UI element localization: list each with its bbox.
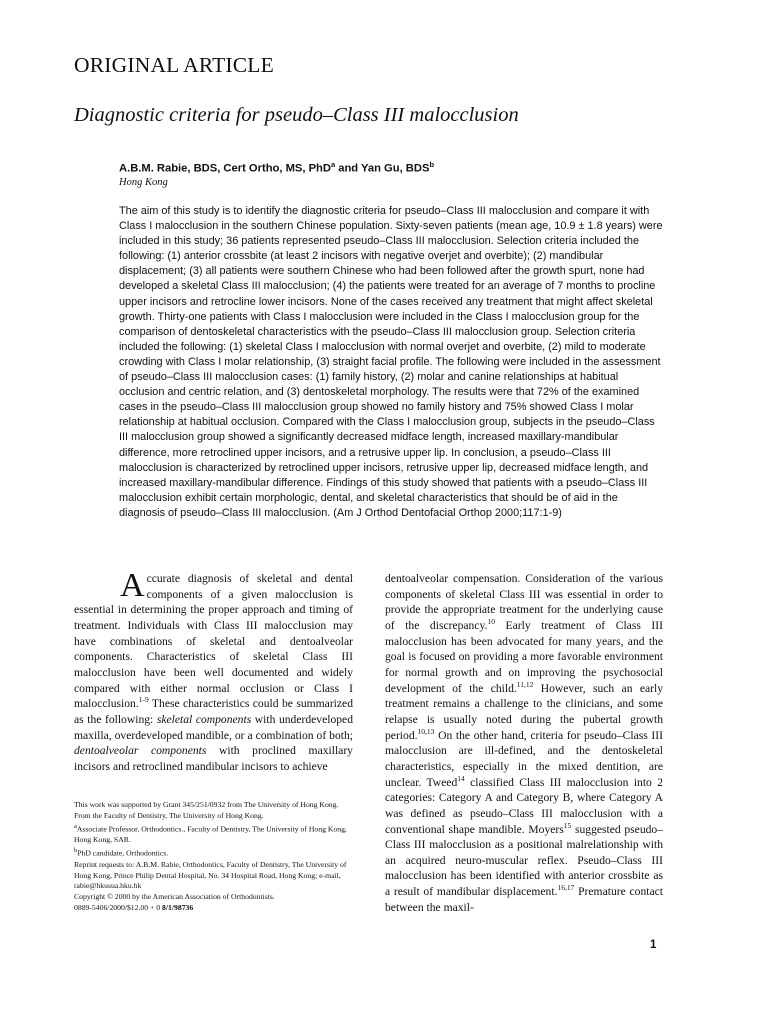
footnote-support: This work was supported by Grant 345/251/0932 from The University of Hong Kong. [74,800,339,809]
citation-ref: 10,13 [417,726,435,736]
author-line [119,160,434,175]
body-column-left [74,567,353,775]
citation-ref: 10 [487,617,495,627]
body-text: with underdeveloped maxilla, overdeveloped mandible, or a combination of both; [74,712,353,742]
citation-ref: 1-9 [138,695,149,705]
body-paragraph [74,567,353,775]
body-text: classified Class III malocclusion into 2 categories: Category A and Category B, where Category A was defined as pseudo–Class III malocclusion with a conventional shape mandible. Moyers [385,775,663,836]
citation-ref: 16,17 [557,883,575,893]
article-title: Diagnostic criteria for pseudo–Class III malocclusion [74,104,519,126]
affiliation: Hong Kong [119,177,168,188]
footnote-a [74,822,353,846]
abstract-text: The aim of this study is to identify the diagnostic criteria for pseudo–Class III malocclusion and compare it with Class I malocclusion in the southern Chinese population. Sixty-seven patients (mean age, 10.9 ± 1.8 years) were included in this study; 36 patients represented pseudo–Class III malocclusion. Selection criteria included the following: (1) anterior crossbite (at least 2 incisors with negative overjet and overbite); (2) mandibular displacement; (3) all patients were southern Chinese who had been followed after the growth spurt, none had developed a skeletal Class III malocclusion; (4) the patients were treated for an average of 7 months to procline upper incisors and retrocline lower incisors. None of the cases received any treatment that might affect skeletal growth. Thirty-one patients with Class I malocclusion were included in the Class I malocclusion group for the comparison of dentoskeletal characteristics with the pseudo–Class III malocclusion group. Selection criteria included the following: (1) skeletal Class I malocclusion with normal overjet and overbite, (2) mild to moderate crowding with Class I molar relationship, (3) straight facial profile. The following were included in the assessment of pseudo–Class III malocclusion cases: (1) family history, (2) molar and canine relationships at habitual occlusion and centric relation, and (3) dentoskeletal morphology. The results were that 72% of the examined cases in the pseudo–Class III malocclusion group showed no family history and 75% showed Class I molar relationship at habitual occlusion. Compared with the Class I malocclusion group, subjects in the pseudo–Class III malocclusion group showed a significantly decreased midface length, increased maxillary-mandibular difference, more retroclined upper incisors, and a retrusive upper lip. In conclusion, a pseudo–Class III malocclusion is characterized by retroclined upper incisors, retrusive upper lip, decreased midface length, and increased maxillary-mandibular difference. Findings of this study showed that patients with a pseudo–Class III malocclusion exhibit certain morphologic, dental, and skeletal characteristics that should be of aid in the diagnosis of pseudo–Class III malocclusion. (Am J Orthod Dentofacial Orthop 2000;117:1-9) [119,205,663,519]
citation-ref: 14 [457,773,465,783]
body-paragraph [385,571,663,915]
body-text: with proclined maxillary incisors and retroclined mandibular incisors to achieve [74,744,353,773]
footnote-text: Associate Professor, Orthodontics., Faculty of Dentistry, The University of Hong Kong, Hong Kong, SAR. [74,824,347,845]
emphasis-term: dentoalveolar components [74,744,207,758]
footnotes [74,800,353,914]
body-column-right [385,571,663,915]
abstract [119,204,664,521]
footnote-text: PhD candidate, Orthodontics. [77,848,169,858]
body-text: On the other hand, criteria for pseudo–Class III malocclusion are ill-defined, and the dentoskeletal characteristics, especially in the mixed dentition, are unclear. Tweed [385,728,663,789]
footnote-mark: b [74,847,78,855]
footnote-issn [74,903,353,914]
body-text: However, such an early treatment remains a challenge to the clinicians, and some relapse is usually noted during the pubertal growth period. [385,681,663,742]
author-rabie-mark: a [330,160,336,169]
footnote-mark: a [74,822,77,830]
body-text: Early treatment of Class III malocclusion has been advocated for many years, and the goal is focused on providing a more favorable environment for normal growth and on improving the psychosocial development of the child. [385,618,663,695]
citation-ref: 15 [563,820,572,830]
emphasis-term: skeletal components [156,712,252,726]
footnote-copyright: Copyright © 2000 by the American Association of Orthodontists. [74,892,275,902]
body-text: ccurate diagnosis of skeletal and dental components of a given malocclusion is essential in determining the proper approach and timing of treatment. Individuals with Class III malocclusion may have combinations of skeletal and dentoalveolar components. Characteristics of skeletal Class III malocclusion have been well documented and widely compared with either normal occlusion or Class I malocclusion. [74,572,353,711]
issn-code: 8/1/98736 [162,903,194,913]
author-gu: and Yan Gu, BDS [335,162,430,175]
issn-text: 0889-5406/2000/$12.00 + 0 [74,903,163,913]
body-text: dentoalveolar compensation. Consideration of the various components of skeletal Class III was essential in order to provide the appropriate treatment for the underlying cause of the discrepancy. [385,572,663,632]
body-text: These characteristics could be summarized as the following: [74,697,353,726]
author-gu-mark: b [429,160,435,169]
body-text: suggested pseudo–Class III malocclusion as a positional malrelationship with an acquired neuro-muscular reflex. Pseudo–Class III malocclusion has been identified with anterior crossbite as a result of mandibular displacement. [385,822,664,899]
author-rabie: A.B.M. Rabie, BDS, Cert Ortho, MS, PhD [119,162,331,175]
citation-ref: 11,12 [516,679,534,689]
footnote-b [74,846,353,859]
section-label: ORIGINAL ARTICLE [74,53,274,77]
body-text: Premature contact between the maxil- [385,885,663,914]
page-number: 1 [650,939,657,951]
drop-cap: A [120,567,145,604]
footnote-reprints: Reprint requests to: A.B.M. Rabie, Orthodontics, Faculty of Dentistry, The University of Hong Kong, Prince Philip Dental Hospital, No. 34 Hospital Road, Hong Kong; e-mail, rabie@hkusua.hku.hk [74,859,347,891]
footnote-faculty: From the Faculty of Dentistry, The University of Hong Kong. [74,810,264,820]
